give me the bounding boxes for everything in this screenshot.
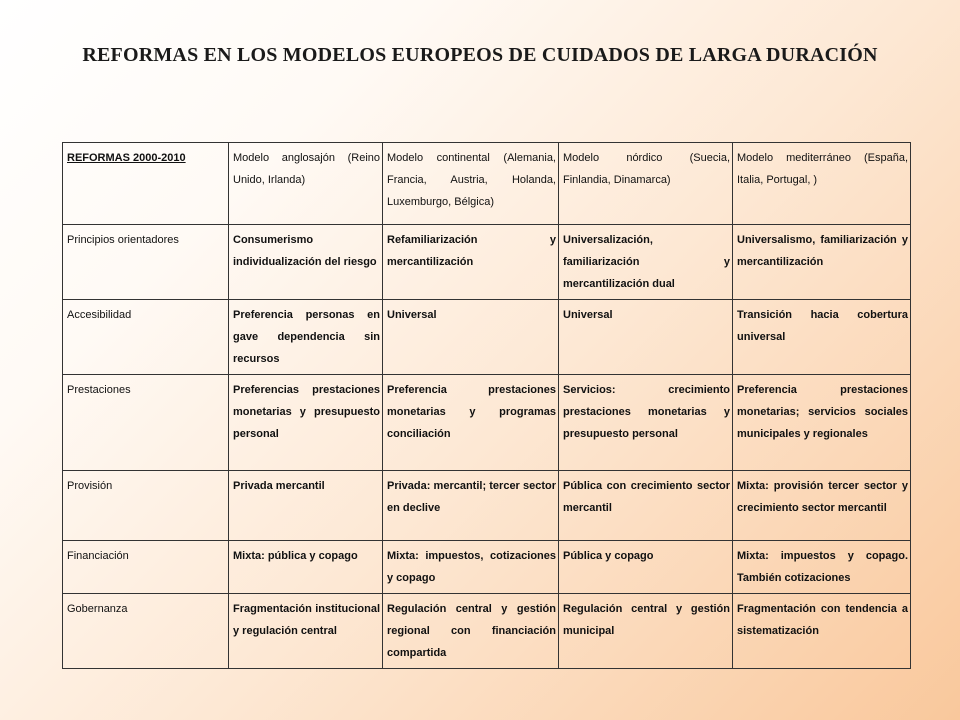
table-row-provision: [63, 471, 911, 541]
table-row-gobernanza: [63, 594, 911, 669]
table-cell: Transición hacia cobertura universal: [733, 300, 911, 375]
row-label: Provisión: [63, 471, 229, 541]
table-cell: Mixta: impuestos y copago. También cotizaciones: [733, 541, 911, 594]
header-cell-anglosajon: Modelo anglosajón (Reino Unido, Irlanda): [229, 143, 383, 225]
row-label: Prestaciones: [63, 375, 229, 471]
header-cell-mediterraneo: Modelo mediterráneo (España, Italia, Portugal, ): [733, 143, 911, 225]
table-cell: Regulación central y gestión regional con financiación compartida: [383, 594, 559, 669]
table-row-prestaciones: [63, 375, 911, 471]
row-label: Accesibilidad: [63, 300, 229, 375]
table-header-row: [63, 143, 911, 225]
table-row-financiacion: [63, 541, 911, 594]
table-cell: Preferencia prestaciones monetarias y programas conciliación: [383, 375, 559, 471]
table-cell: Privada: mercantil; tercer sector en declive: [383, 471, 559, 541]
table-cell: Regulación central y gestión municipal: [559, 594, 733, 669]
header-cell-continental: Modelo continental (Alemania, Francia, Austria, Holanda, Luxemburgo, Bélgica): [383, 143, 559, 225]
table-cell: Preferencias prestaciones monetarias y presupuesto personal: [229, 375, 383, 471]
table-cell: Privada mercantil: [229, 471, 383, 541]
table-cell: Pública con crecimiento sector mercantil: [559, 471, 733, 541]
table-cell: Preferencia personas en gave dependencia sin recursos: [229, 300, 383, 375]
table-cell: Consumerismo individualización del riesgo: [229, 225, 383, 300]
table-cell: Universalización, familiarización y mercantilización dual: [559, 225, 733, 300]
table-cell: Universal: [559, 300, 733, 375]
row-label: Financiación: [63, 541, 229, 594]
table-cell: Mixta: pública y copago: [229, 541, 383, 594]
table-cell: Preferencia prestaciones monetarias; servicios sociales municipales y regionales: [733, 375, 911, 471]
table-cell: Pública y copago: [559, 541, 733, 594]
table-cell: Fragmentación con tendencia a sistematización: [733, 594, 911, 669]
header-cell-nordico: Modelo nórdico (Suecia, Finlandia, Dinamarca): [559, 143, 733, 225]
reforms-table: [62, 142, 911, 669]
row-label: Gobernanza: [63, 594, 229, 669]
slide-title: REFORMAS EN LOS MODELOS EUROPEOS DE CUIDADOS DE LARGA DURACIÓN: [82, 44, 878, 66]
row-label: Principios orientadores: [63, 225, 229, 300]
table-cell: Servicios: crecimiento prestaciones monetarias y presupuesto personal: [559, 375, 733, 471]
header-corner-cell: REFORMAS 2000-2010: [63, 143, 229, 225]
table-cell: Fragmentación institucional y regulación central: [229, 594, 383, 669]
table-row-principios: [63, 225, 911, 300]
table-cell: Universal: [383, 300, 559, 375]
table-cell: Mixta: impuestos, cotizaciones y copago: [383, 541, 559, 594]
table-cell: Mixta: provisión tercer sector y crecimiento sector mercantil: [733, 471, 911, 541]
table-cell: Refamiliarización y mercantilización: [383, 225, 559, 300]
table-cell: Universalismo, familiarización y mercantilización: [733, 225, 911, 300]
table-row-accesibilidad: [63, 300, 911, 375]
